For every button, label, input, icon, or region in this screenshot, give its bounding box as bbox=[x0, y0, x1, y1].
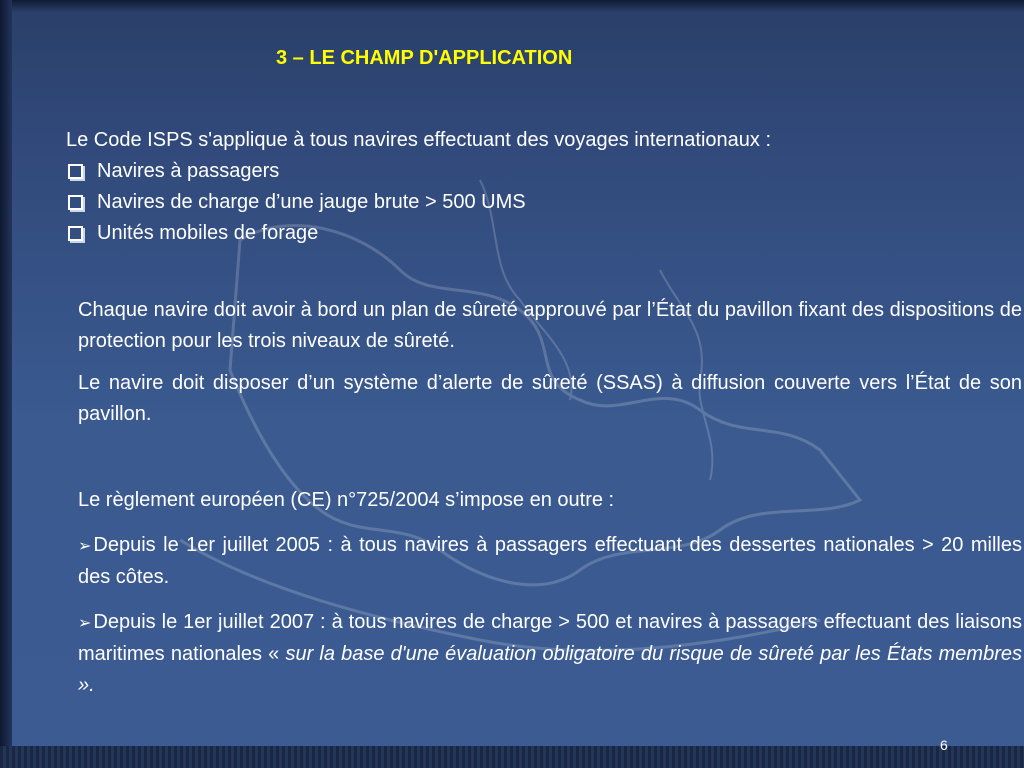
ssas-paragraph: Le navire doit disposer d’un système d’alerte de sûreté (SSAS) à diffusion couverte vers l’État de son pavillon. bbox=[78, 372, 1022, 425]
checkbox-bullet-icon bbox=[68, 195, 83, 210]
list-item-label: Navires de charge d’une jauge brute > 500 UMS bbox=[97, 191, 526, 213]
top-frame bbox=[0, 0, 1024, 12]
arrow-bullet-icon: ➢ bbox=[78, 538, 92, 555]
intro-text: Le Code ISPS s'applique à tous navires effectuant des voyages internationaux : bbox=[66, 129, 772, 151]
list-item-label: Navires à passagers bbox=[97, 160, 280, 182]
slide-title: 3 – LE CHAMP D'APPLICATION bbox=[276, 47, 573, 69]
bottom-frame bbox=[0, 746, 1024, 768]
list-item bbox=[66, 187, 771, 218]
list-item bbox=[66, 218, 771, 249]
security-plan-paragraph: Chaque navire doit avoir à bord un plan de sûreté approuvé par l’État du pavillon fixant des dispositions de protection pour les trois niveaux de sûreté. bbox=[78, 299, 1022, 352]
checkbox-bullet-icon bbox=[68, 164, 83, 179]
left-frame bbox=[0, 0, 12, 768]
bullet-2005 bbox=[78, 530, 1022, 593]
page-number: 6 bbox=[940, 737, 948, 753]
list-item bbox=[66, 156, 771, 187]
list-item-label: Unités mobiles de forage bbox=[97, 222, 319, 244]
bullet-2007 bbox=[78, 607, 1022, 701]
intro-block bbox=[66, 125, 771, 249]
bullet-2007-text: Depuis le 1er juillet 2007 : à tous navires de charge > 500 et navires à passagers effectuant des liaisons maritimes nationales « bbox=[78, 611, 1022, 665]
vessel-checklist bbox=[66, 156, 771, 249]
checkbox-bullet-icon bbox=[68, 226, 83, 241]
bullet-2005-text: Depuis le 1er juillet 2005 : à tous navires à passagers effectuant des dessertes nationales > 20 milles des côtes. bbox=[78, 534, 1022, 588]
eu-regulation-paragraph: Le règlement européen (CE) n°725/2004 s’impose en outre : bbox=[78, 489, 615, 511]
arrow-bullet-icon: ➢ bbox=[78, 615, 92, 632]
bullet-2007-italic-text: sur la base d'une évaluation obligatoire du risque de sûreté par les États membres ». bbox=[78, 643, 1022, 696]
